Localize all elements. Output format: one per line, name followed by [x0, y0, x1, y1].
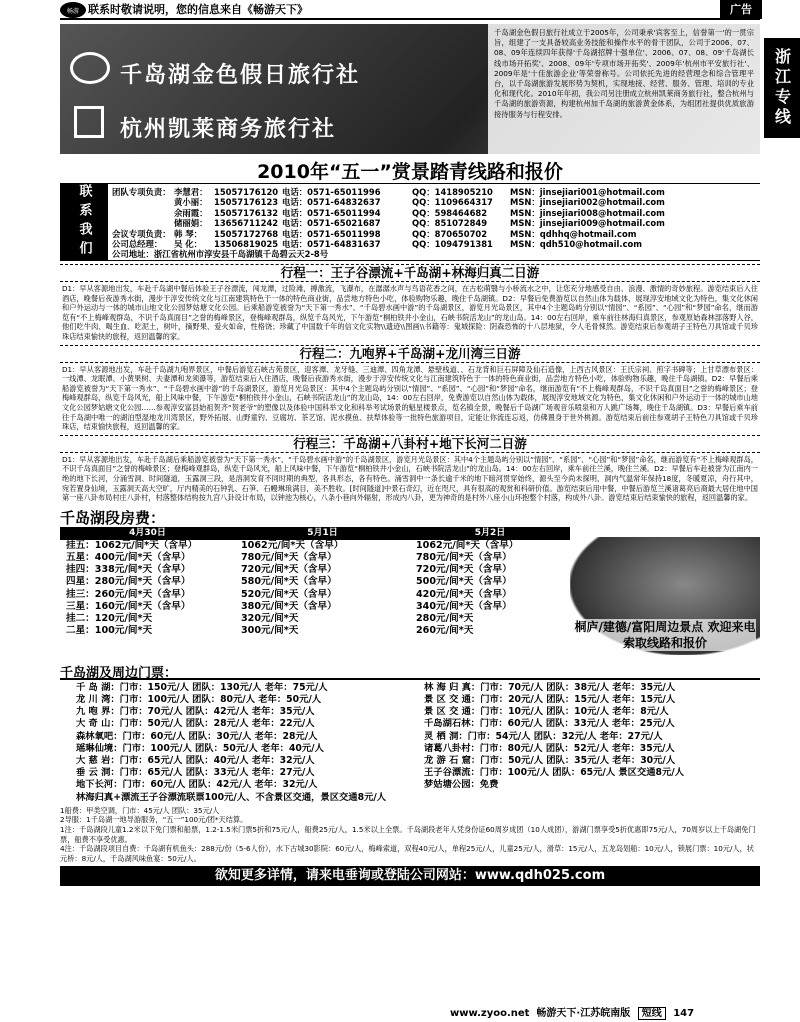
hotel-col-1 [60, 527, 235, 659]
hotel-price-row: 380元/间*天（含早） [241, 600, 337, 612]
hotel-price-row: 420元/间*天（含早） [416, 588, 512, 600]
contact-cell: QQ：1109664317 [412, 197, 493, 208]
contact-row [112, 229, 665, 239]
ticket-row: 瑶琳仙境：门市：100元/人 团队：50元/人 老年：40元/人 [76, 742, 324, 754]
ticket-row: 大 慈 岩：门市：65元/人 团队：40元/人 老年：32元/人 [76, 754, 315, 766]
hotel-price-row: 320元/间*天 [241, 612, 299, 624]
hotel-price-row: 720元/间*天（含早） [241, 564, 337, 576]
hotel-price-row: 五星：400元/间*天（含早） [66, 551, 191, 563]
contact-cell: MSN：qdhhq@hotmail.com [510, 228, 637, 239]
contact-row [112, 218, 665, 228]
page-number: 147 [673, 1008, 695, 1019]
contact-cell: QQ：851072849 [412, 218, 488, 229]
hotel-price-row: 挂二：120元/间*天 [66, 612, 153, 624]
hotel-price-row: 780元/间*天（含早） [241, 551, 337, 563]
footer-publication: 畅游天下·江苏皖南版 [536, 1008, 631, 1019]
date-header: 4月30日 [60, 527, 235, 540]
page-title: 2010年“五一”赏景踏青线路和报价 [257, 161, 563, 183]
contact-cell [112, 208, 174, 218]
hotel-price-row: 挂五：1062元/间*天（含早） [66, 539, 198, 551]
hotel-prices [60, 527, 760, 659]
contact-row [112, 208, 665, 218]
contacts-box [60, 183, 760, 261]
contact-cell: MSN：jinsejiari002@hotmail.com [510, 197, 665, 208]
route-description: D1：早从客源地出发，车赴千岛湖九咆界景区，中餐后游览石峡古苑景区，迎客潭、龙牙缝、三迪潭、四角龙潭、悬壁栈道、、石龙背和巨石屏障及仙石造像，上西古风景区：王氏宗祠、煎字书碑等；上甘草漂布景区：一线潭、龙眠潭、小黄果树、夫妻潭和龙须瀑等，游览结束后入住酒店，晚餐后夜游秀水街，漫步于淳安传统文化与江南建筑特色于一体的特色商业街，品尝地方特色小吃，体验购物乐趣，晚住千岛湖镇。D2：早餐后乘船游览被誉为“天下第一秀水”、“千岛碧水画中游”的千岛湖景区，游览月光岛景区：其中4个主题岛屿分别以“情园”、“系园”、“心园”和“梦园”命名，继而游览有“不上梅峰观群岛，不识千岛真面目”之誉的梅峰景区；登梅峰观群岛，纵览千岛风光，船上风味中餐，下午游览“桐柏铁井小金山，石峡书院活龙山”的龙山岛，14：00左右回岸，免费游览以自然山体为载体，展现淳安地域文化为特色，集文化休闲和户外运动于一体的城市山地文化公园梦姑塘文化公园……参观淳安富县始祖贺齐“贺老爷”的塑像以及体验中国科举文化和科举考试场景的魁星楼景点，览名镇全景，晚餐后千岛湖广场观音乐喷泉和万人跳广场舞，晚住千岛湖镇。D3：早餐后乘车前往千岛湖中唯一的湖泊型湿地龙川湾景区，野外拓展、山野童钓、豆腐坊、茶艺馆、泥水摸鱼、扶犁体验等一批特色旅游项目，定能让你流连忘返，仿佛置身于世外桃源。游览结束后前往参观胡子王特色刀具馆或千贝珍珠店，结束愉快旅程，返回温馨的家。 [62, 364, 758, 432]
company-intro: 千岛湖金色假日旅行社成立于2005年，公司秉承'宾客至上，信誉第一'的一贯宗旨，组建了一支具备较高业务技能和操作水平的骨干团队，公司于2006、07、08、09年连续四年获得'千岛湖招牌十强单位'、2006、07、08、09'千岛湖长线市场开拓奖'、2008、09年'专项市场开拓奖'、2009年'杭州市平安旅行社'、2009年是'十佳旅游企业'等荣誉称号。公司依托先进的经营理念和综合管理平台，以千岛湖旅游发展形势为契机，实现地接、经营、服务、管理、培训的专业化和现代化。2010年年初，我公司另注册成立杭州凯莱商务旅行社，整合杭州与千岛湖的旅游资源，构建杭州加千岛湖的旅游黄金体系，为组团社提供优质旅游接待服务与行程安排。 [488, 24, 760, 154]
contact-cell: QQ：598464682 [412, 207, 488, 218]
contact-cell: MSN：jinsejiari009@hotmail.com [510, 218, 665, 229]
contact-cell: 15057172768 [214, 228, 279, 239]
contact-cell: QQ：1094791381 [412, 239, 493, 250]
ticket-row: 林 海 归 真：门市：70元/人 团队：38元/人 老年：35元/人 [424, 681, 676, 693]
route-description: D1：早从客源地出发，车赴千岛湖中餐后体验王子谷漂流，闯龙潭，过险滩，搏激流，飞瀑布，在潺潺水声与鸟语花香之间，在古松萌翳与小桥流水之中，让您充分地感受自由、浪漫、激情的奇妙旅程。游览结束后入住酒店，晚餐后夜游秀水街，漫步于淳安传统文化与江南建筑特色于一体的特色商业街，品尝地方特色小吃，体验购物乐趣，晚住千岛湖镇。D2：早餐后免费游览以自然山体为载体，展现淳安地域文化为特色，集文化休闲和户外运动与一体的城市山地文化公园梦姑塘文化公园。后乘船游览被誉为“天下第一秀水”、“千岛碧水画中游”的千岛湖景区，游览月光岛景区，其中4个主题岛屿分别以“情园”、“系园”、“心园”和“梦园”命名，继而游览有“不上梅峰观群岛，不识千岛真面目”之誉的梅峰景区，登梅峰观群岛，纵览千岛风光，下午游览“桐柏铁井小金山，石峡书院活龙山”的龙山岛。14：00左右回岸，乘车前往林海归真景区，参观原始森林部落野人谷，他们吃牛肉、喝生血、吃泥土，树叶，摘野果、爱火如命，性格饶；珍藏了中国数千年的信文化实物\\遗迹\\图画\\书籍等：鬼城探险：阴森恐怖的十八层地狱，令人毛骨悚然。游览结束后参观胡子王特色刀具馆或千贝珍珠店结束愉快的旅程，返回温馨的家。 [62, 284, 758, 341]
footer-tag: 短线 [638, 1007, 666, 1020]
hotel-price-row: 260元/间*天 [416, 625, 474, 637]
contact-cell: 15057176123 [214, 197, 279, 208]
footer-site: www.zyoo.net [450, 1008, 530, 1019]
contact-cell: 15057176120 [214, 187, 279, 197]
side-tab: 浙江专线 [764, 38, 800, 138]
contact-cell: MSN：qdh510@hotmail.com [510, 239, 643, 250]
hotel-price-row: 1062元/间*天（含早） [416, 539, 519, 551]
hotel-price-row: 1062元/间*天（含早） [241, 539, 344, 551]
ticket-row: 景 区 交 通：门市：10元/人 团队：10元/人 老年：8元/人 [424, 706, 669, 718]
hotel-price-row: 580元/间*天（含早） [241, 576, 337, 588]
ticket-row: 梦姑塘公园：免费 [424, 779, 499, 791]
note-line: 4注：千岛湖段项目自费：千岛湖有机鱼头：288元/份（5-6人份），水下古城30影院：60元/人，梅峰索道，双程40元/人，单程25元/人，儿童25元/人，滑草：15元/人，五龙岛划船：10元/人，锁展门票：10元/人，状元桥：8元/人，千岛湖风味鱼宴：50元/人。 [60, 844, 754, 863]
hotel-price-row: 300元/间*天 [241, 625, 299, 637]
agency1-title: 千岛湖金色假日旅行社 [120, 62, 361, 88]
agency1-logo-icon [70, 52, 110, 84]
hotel-col-2 [235, 527, 410, 659]
ticket-row: 诸葛八卦村：门市：80元/人 团队：52元/人 老年：35元/人 [424, 742, 675, 754]
contact-cell: 吴 化： [174, 239, 203, 250]
tickets-heading: 千岛湖及周边门票： [60, 662, 760, 680]
ticket-row: 灵 栖 洞：门市：54元/人 团队：32元/人 老年：27元/人 [424, 730, 663, 742]
contact-cell: QQ：870650702 [412, 228, 488, 239]
route-title: 行程二：九咆界+千岛湖+龙川湾三日游 [60, 345, 760, 363]
contact-row [112, 197, 665, 207]
hotel-price-row: 三星：160元/间*天（含早） [66, 600, 191, 612]
hotel-heading: 千岛湖段房费： [60, 508, 166, 527]
magazine-logo-icon: 畅游 [60, 2, 86, 18]
website-banner: 欲知更多详情，请来电垂询或登陆公司网站：www.qdh025.com [60, 866, 760, 886]
hotel-price-row: 780元/间*天（含早） [416, 551, 512, 563]
route-title: 行程一：王子谷漂流+千岛湖+林海归真二日游 [60, 264, 760, 282]
contact-cell: 黄小丽： [174, 197, 208, 208]
contact-cell: 李慧君： [174, 187, 208, 197]
ticket-row: 森林氧吧：门市：60元/人 团队：30元/人 老年：28元/人 [76, 730, 318, 742]
company-address: 公司地址：浙江省杭州市淳安县千岛湖镇千岛碧云天2-8号 [112, 249, 329, 260]
contact-row [112, 187, 665, 197]
ticket-row: 景 区 交 通：门市：20元/人 团队：15元/人 老年：15元/人 [424, 693, 676, 705]
ticket-row: 地下长河：门市：60元/人 团队：42元/人 老年：32元/人 [76, 779, 318, 791]
contact-cell: 韩 琴： [174, 228, 203, 239]
routes [60, 264, 760, 503]
promo-text: 桐庐/建德/富阳周边景点 欢迎来电索取线路和报价 [574, 619, 756, 650]
hotel-price-row: 四星：280元/间*天（含早） [66, 576, 191, 588]
contact-cell: MSN：jinsejiari001@hotmail.com [510, 187, 665, 197]
header-note: 联系时敬请说明，您的信息来自《畅游天下》 [88, 3, 308, 16]
contact-cell: 电话：0571-65011996 [282, 187, 381, 197]
promo-image [570, 537, 760, 655]
contact-cell: QQ：1418905210 [412, 187, 493, 197]
ad-tag: 广告 [720, 0, 762, 19]
hotel-price-row: 挂四：338元/间*天（含早） [66, 564, 191, 576]
contact-cell: 电话：0571-65011998 [282, 228, 381, 239]
contacts-table [108, 184, 669, 260]
ticket-row: 九 咆 界：门市：70元/人 团队：42元/人 老年：35元/人 [76, 706, 315, 718]
ticket-row: 千岛湖石林：门市：60元/人 团队：33元/人 老年：25元/人 [424, 718, 675, 730]
contact-cell: 13506819025 [214, 239, 279, 250]
contact-cell: 13656711242 [214, 218, 279, 229]
contact-cell: 15057176132 [214, 207, 279, 218]
ticket-row: 垂 云 洞：门市：65元/人 团队：33元/人 老年：27元/人 [76, 767, 315, 779]
hotel-price-row: 500元/间*天（含早） [416, 576, 512, 588]
hotel-price-row: 720元/间*天（含早） [416, 564, 512, 576]
contact-row [112, 239, 665, 249]
ticket-row: 大 奇 山：门市：50元/人 团队：28元/人 老年：22元/人 [76, 718, 315, 730]
hotel-price-row: 二星：100元/间*天 [66, 625, 153, 637]
contact-cell: 团队专项负责： [112, 187, 171, 197]
hotel-price-row: 340元/间*天（含早） [416, 600, 512, 612]
note-line: 1注：千岛湖段儿童1.2米以下免门票和船票，1.2-1.5米门票5折和75元/人，船费25元/人，1.5米以上全票。千岛湖段老年人凭身份证60周岁成团（10人成团），游湖门票享受5折优惠即75元/人，70周岁以上千岛湖免门票，船费不享受优惠。 [60, 824, 756, 844]
contact-cell: 余雨霞： [174, 207, 208, 218]
contact-cell: 电话：0571-65011994 [282, 207, 381, 218]
tickets-table [60, 682, 760, 804]
note-line: 1船费：甲类空调，门市：45元/人 团队：35元/人 [60, 805, 220, 815]
page-footer [450, 1004, 694, 1019]
date-header: 5月2日 [410, 527, 570, 540]
route-title: 行程三：千岛湖+八卦村+地下长河二日游 [60, 435, 760, 453]
hotel-col-3 [410, 527, 570, 659]
ticket-row: 千 岛 湖：门市：150元/人 团队：130元/人 老年：75元/人 [76, 681, 328, 693]
banner [60, 24, 760, 154]
ticket-notes [60, 806, 760, 864]
date-header: 5月1日 [235, 527, 410, 540]
hotel-price-row: 挂三：260元/间*天（含早） [66, 588, 191, 600]
top-bar [60, 0, 760, 20]
contact-cell: 会议专项负责： [112, 228, 171, 239]
contact-cell: 电话：0571-65021687 [282, 218, 381, 229]
ticket-row: 龙 川 湾：门市：100元/人 团队：80元/人 老年：50元/人 [76, 693, 322, 705]
ticket-row: 王子谷漂流：门市：100元/人 团队：65元/人 景区交通8元/人 [424, 767, 685, 779]
agency2-logo-icon [74, 106, 104, 138]
contact-cell: 电话：0571-64831637 [282, 239, 381, 250]
hotel-price-row: 520元/间*天（含早） [241, 588, 337, 600]
contact-cell [112, 197, 174, 207]
route-description: D1：早从客源地出发，车赴千岛湖后乘船游览被誉为“天下第一秀水”、“千岛碧水画中游”的千岛湖景区，游览月光岛景区：其中4个主题岛屿分别以“情园”、“系园”、“心园”和“梦园”命名，继而游览有“不上梅峰观群岛，不识千岛真面目”之誉的梅峰景区；登梅峰观群岛，纵览千岛风光，船上风味中餐，下午游览“桐柏铁井小金山，石峡书院活龙山”的龙山岛。14：00左右回岸，乘车前往兰溪，晚住兰溪。D2：早餐后车赴被誉为江南内一绝的地下长河，分涌雪洞、时间隧道，玉露洞三段，是溶洞发育不同时期的典型，各具形态，各有特色。涌雪洞中一条长逾千米的地下暗河贯穿始终，源头至今尚未探明，洞内气温常年保持18度，冬暖夏凉，舟行其中，宛若置身仙境，玉露洞天高大空旷，厅内精美的石钟乳、石笋、石幔琳琅满目，美不胜收。[时间隧道]中景石奇幻，近在咫尺，具有很高的观赏和科研价值。游览结束后用中餐，中餐后游览兰溪诸葛亮后裔最大居住地中国第一座八卦布局村庄八卦村，村落整体结构按九宫八卦设计布局，以钟池为核心，八条小巷向外辐射，形成内八卦，更为神奇的是村外八座小山环抱整个村落，构成外八卦。游览结束后结束愉快的旅程，返回温馨的家。 [62, 454, 758, 503]
hotel-price-row: 280元/间*天 [416, 612, 474, 624]
contact-cell [112, 218, 174, 228]
page [60, 24, 760, 886]
agency2-title: 杭州凯莱商务旅行社 [120, 116, 337, 142]
contact-cell: 储丽娟： [174, 218, 208, 229]
contact-cell: 公司总经理： [112, 239, 163, 250]
contacts-label: 联系我们 [60, 184, 108, 260]
contact-cell: 电话：0571-64832637 [282, 197, 381, 208]
contact-cell: MSN：jinsejiari008@hotmail.com [510, 207, 665, 218]
ticket-row: 龙 游 石 窟：门市：50元/人 团队：35元/人 老年：30元/人 [424, 754, 676, 766]
ticket-row: 林海归真+漂流王子谷漂流联票100元/人、不含景区交通，景区交通8元/人 [76, 791, 387, 803]
note-line: 2导服：1千岛湖一地导游服务，“五一”100元/团*天结算。 [60, 815, 248, 825]
